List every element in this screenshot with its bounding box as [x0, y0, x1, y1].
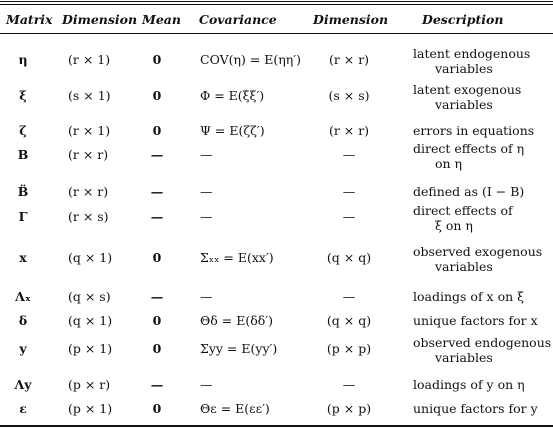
description-line-1: latent exogenous	[413, 82, 522, 97]
description-line-2: on η	[435, 156, 463, 171]
description-cell	[413, 401, 553, 416]
matrix-symbol: Γ	[18, 209, 28, 224]
mean-cell: 0	[152, 123, 162, 138]
table-top-rule-2	[0, 4, 553, 5]
matrix-symbol: B	[17, 147, 29, 162]
description-cell	[413, 377, 553, 392]
mean-cell: 0	[152, 313, 162, 328]
description-cell	[413, 123, 553, 138]
dimension-cell: (r × r)	[68, 147, 109, 162]
description-cell	[413, 313, 553, 328]
covariance-cell: —	[200, 184, 213, 199]
description-cell	[413, 289, 553, 304]
description-cell	[413, 46, 553, 76]
mean-cell: 0	[152, 401, 162, 416]
matrix-symbol: ζ	[19, 123, 27, 138]
dimension-cell: (q × 1)	[68, 250, 113, 265]
dimension-2-cell: —	[342, 209, 356, 224]
dimension-cell: (s × 1)	[68, 88, 111, 103]
description-line-1: direct effects of	[413, 203, 513, 218]
description-cell	[413, 82, 553, 112]
covariance-cell: Θε = E(εε′)	[200, 401, 270, 416]
description-line-1: observed exogenous	[413, 244, 543, 259]
mean-cell: 0	[152, 341, 162, 356]
mean-cell: 0	[152, 88, 162, 103]
mean-cell: —	[150, 377, 164, 392]
mean-cell: 0	[152, 250, 162, 265]
matrix-symbol: η	[18, 52, 28, 67]
description-line-1: unique factors for y	[413, 401, 538, 416]
description-cell	[413, 141, 553, 171]
header-mean: Mean	[142, 12, 181, 27]
header-rule	[0, 33, 553, 34]
description-cell	[413, 335, 553, 365]
dimension-cell: (q × s)	[68, 289, 111, 304]
matrix-symbol: Λₓ	[15, 289, 31, 304]
matrix-symbol: B̈	[17, 184, 29, 199]
description-line-1: observed endogenous	[413, 335, 552, 350]
description-line-2: variables	[435, 350, 493, 365]
covariance-cell: —	[200, 209, 213, 224]
description-line-1: direct effects of η	[413, 141, 525, 156]
header-covariance: Covariance	[199, 12, 277, 27]
dimension-cell: (r × r)	[68, 184, 109, 199]
description-line-1: errors in equations	[413, 123, 535, 138]
description-cell	[413, 244, 553, 274]
description-cell	[413, 184, 553, 199]
dimension-2-cell: —	[342, 377, 356, 392]
covariance-cell: Θδ = E(δδ′)	[200, 313, 273, 328]
header-description: Description	[422, 12, 504, 27]
mean-cell: —	[150, 147, 164, 162]
description-cell	[413, 203, 553, 233]
description-line-1: loadings of y on η	[413, 377, 525, 392]
matrix-symbol: x	[19, 250, 27, 265]
matrix-symbol: ξ	[19, 88, 27, 103]
dimension-2-cell: (r × r)	[328, 52, 370, 67]
table-top-rule-1	[0, 1, 553, 2]
dimension-2-cell: (s × s)	[328, 88, 370, 103]
description-line-2: variables	[435, 97, 493, 112]
dimension-cell: (p × r)	[68, 377, 111, 392]
header-dimension: Dimension	[62, 12, 138, 27]
covariance-cell: —	[200, 377, 213, 392]
dimension-2-cell: (q × q)	[326, 313, 372, 328]
dimension-2-cell: (r × r)	[328, 123, 370, 138]
table-bottom-rule	[0, 425, 553, 427]
covariance-cell: —	[200, 289, 213, 304]
matrix-symbol: y	[19, 341, 27, 356]
description-line-2: variables	[435, 259, 493, 274]
dimension-cell: (q × 1)	[68, 313, 113, 328]
dimension-2-cell: —	[342, 147, 356, 162]
description-line-1: defined as (I − B)	[413, 184, 525, 199]
description-line-1: unique factors for x	[413, 313, 538, 328]
dimension-cell: (r × 1)	[68, 123, 111, 138]
covariance-cell: COV(η) = E(ηη′)	[200, 52, 301, 67]
covariance-cell: Ψ = E(ζζ′)	[200, 123, 265, 138]
mean-cell: —	[150, 289, 164, 304]
mean-cell: —	[150, 184, 164, 199]
dimension-2-cell: —	[342, 289, 356, 304]
dimension-cell: (r × s)	[68, 209, 109, 224]
matrix-symbol: Λy	[14, 377, 32, 392]
dimension-cell: (r × 1)	[68, 52, 111, 67]
dimension-cell: (p × 1)	[68, 401, 113, 416]
dimension-2-cell: (p × p)	[326, 341, 372, 356]
covariance-cell: Φ = E(ξξ′)	[200, 88, 265, 103]
dimension-cell: (p × 1)	[68, 341, 113, 356]
description-line-1: latent endogenous	[413, 46, 531, 61]
covariance-cell: Σyy = E(yy′)	[200, 341, 278, 356]
header-matrix: Matrix	[6, 12, 53, 27]
dimension-2-cell: —	[342, 184, 356, 199]
covariance-cell: —	[200, 147, 213, 162]
description-line-2: variables	[435, 61, 493, 76]
dimension-2-cell: (p × p)	[326, 401, 372, 416]
mean-cell: —	[150, 209, 164, 224]
dimension-2-cell: (q × q)	[326, 250, 372, 265]
header-dimension-2: Dimension	[313, 12, 389, 27]
matrix-symbol: δ	[18, 313, 28, 328]
description-line-2: ξ on η	[435, 218, 473, 233]
mean-cell: 0	[152, 52, 162, 67]
description-line-1: loadings of x on ξ	[413, 289, 524, 304]
matrix-symbol: ε	[19, 401, 27, 416]
covariance-cell: Σₓₓ = E(xx′)	[200, 250, 274, 265]
